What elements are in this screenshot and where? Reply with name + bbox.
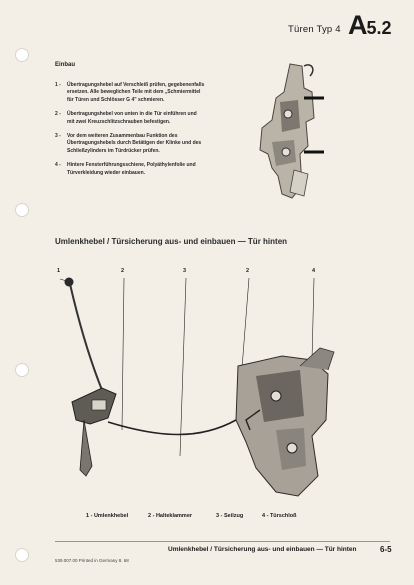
instruction-item: [55, 133, 205, 155]
footer-divider: [55, 541, 390, 542]
callout-label: 1: [57, 268, 61, 274]
instruction-list: [55, 82, 205, 184]
binder-hole: [15, 363, 29, 377]
callout-label: 3: [183, 268, 187, 274]
section-label: Einbau: [55, 62, 76, 68]
instruction-text: Vor dem weiteren Zusammenbau Funktion des Übertragungshebels durch Betätigen der Klinke und des Schließzylinders im Türdrücker prüfen.: [67, 133, 202, 154]
callout-label: 2: [246, 268, 250, 274]
print-info: 539.007.00 Printed in Germany 8. 68: [55, 558, 129, 563]
lock-mechanism-photo: [242, 58, 332, 208]
instruction-text: Hintere Fensterführungsschiene, Polyäthylenfolie und Türverkleidung wieder einbauen.: [67, 162, 196, 176]
instruction-text: Übertragungshebel von unten in die Tür einführen und mit zwei Kreuzschlitzschrauben befestigen.: [67, 111, 197, 125]
section-heading: Umlenkhebel / Türsicherung aus- und einbauen — Tür hinten: [55, 237, 288, 246]
instruction-number: 2 -: [55, 111, 61, 118]
section-code: [348, 10, 392, 41]
binder-hole: [15, 548, 29, 562]
callout-label: 2: [121, 268, 125, 274]
legend-item: 2 - Halteklammer: [148, 513, 193, 519]
legend-item: 1 - Umlenkhebel: [86, 513, 129, 519]
binder-hole: [15, 48, 29, 62]
binder-hole: [15, 203, 29, 217]
legend-item: 3 - Seilzug: [216, 513, 244, 519]
page-number: 6-5: [380, 545, 392, 554]
legend-item: 4 - Türschloß: [262, 513, 297, 519]
instruction-text: Übertragungshebel auf Verschleiß prüfen, gegebenenfalls ersetzen. Alle beweglichen Teile mit dem „Schmiermittel für Türen und Schlösser G 4" schmieren.: [67, 82, 205, 103]
instruction-item: [55, 162, 205, 177]
instruction-item: [55, 111, 205, 126]
instruction-number: 4 -: [55, 162, 61, 169]
section-code-letter: A: [348, 10, 367, 40]
instruction-number: 1 -: [55, 82, 61, 88]
section-code-number: 5.2: [366, 18, 392, 38]
instruction-number: 3 -: [55, 133, 61, 140]
footer-title: Umlenkhebel / Türsicherung aus- und einbauen — Tür hinten: [168, 546, 357, 553]
instruction-item: [55, 82, 205, 104]
rod-linkage-photo: [50, 270, 350, 510]
header-title: Türen Typ 4: [288, 24, 341, 35]
callout-label: 4: [312, 268, 316, 274]
